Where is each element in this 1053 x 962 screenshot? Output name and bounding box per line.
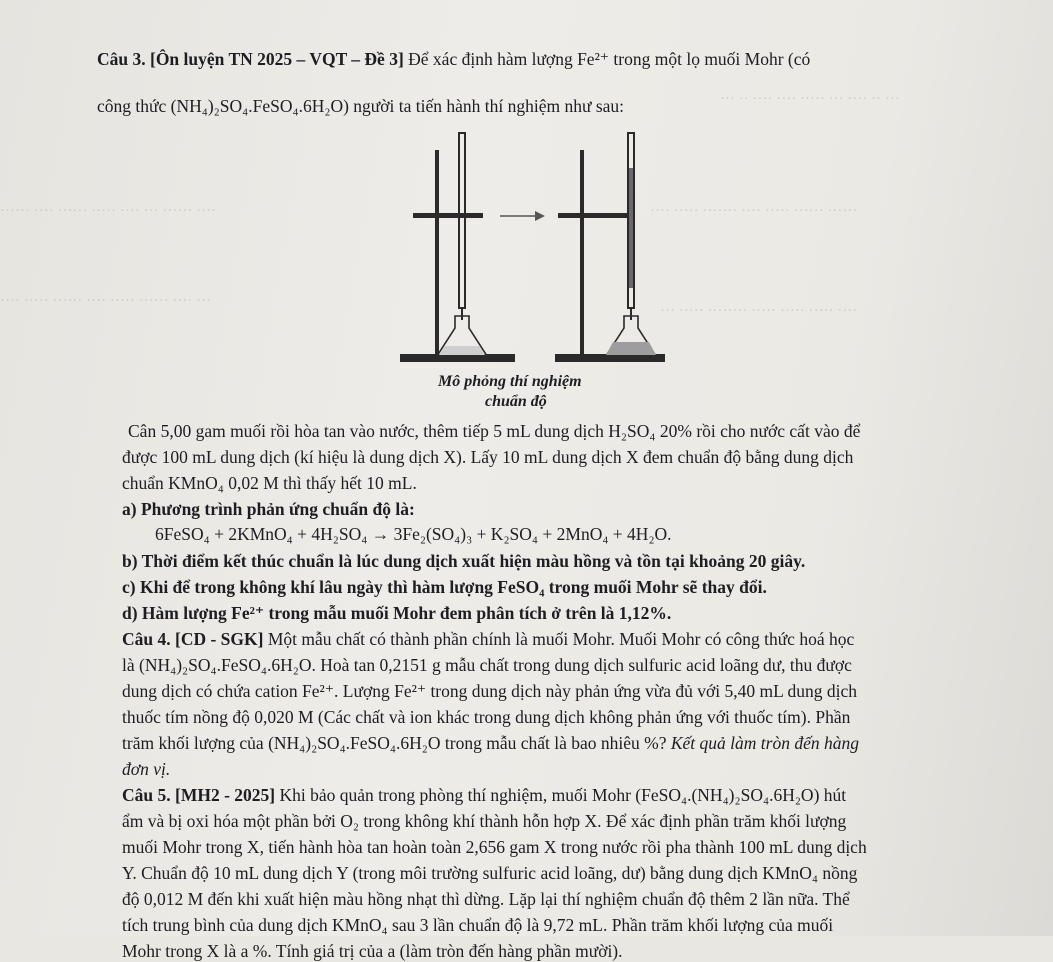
q4-intro: Một mẫu chất có thành phần chính là muối Mohr. Muối Mohr có công thức hoá học [267, 629, 855, 649]
q5-line-5: độ 0,012 M đến khi xuất hiện màu hồng nhạt thì dừng. Lặp lại thí nghiệm chuẩn độ thêm 2 lần nữa. Thể [122, 889, 850, 909]
q5-heading: Câu 5. [MH2 - 2025] [122, 785, 276, 805]
figure-caption-line-1: Mô phỏng thí nghiệm [438, 373, 582, 390]
q3-body-line-3: chuẩn KMnO₄ 0,02 M thì thấy hết 10 mL. [122, 473, 417, 493]
q3-statement-a: a) Phương trình phản ứng chuẩn độ là: [122, 499, 415, 519]
q4-rounding-note: Kết quả làm tròn đến hàng [670, 733, 859, 753]
show-through-text: ···· ····· ······· ···· ····· ······ ······ [650, 203, 858, 219]
q3-line-1 [97, 48, 810, 70]
q5-line-3: muối Mohr trong X, tiến hành hòa tan hoàn toàn 2,656 gam X trong nước rồi pha thành 100 mL dung dịch [122, 837, 867, 857]
q4-line-3: dung dịch có chứa cation Fe²⁺. Lượng Fe²⁺ trong dung dịch này phản ứng vừa đủ với 5,40 mL dung dịch [122, 681, 858, 701]
show-through-text: ··· ·· ···· ···· ····· ··· ···· ·· ··· [720, 91, 900, 107]
q4-line-4: thuốc tím nồng độ 0,020 M (Các chất và ion khác trong dung dịch không phản ứng với thuốc tím). Phần [122, 707, 851, 727]
q3-statement-c: c) Khi để trong không khí lâu ngày thì hàm lượng FeSO₄ trong muối Mohr sẽ thay đổi. [122, 577, 767, 597]
show-through-text: ··· ····· ········ ····· ····· ····· ···· [660, 303, 858, 319]
q3-statement-b: b) Thời điểm kết thúc chuẩn là lúc dung dịch xuất hiện màu hồng và tồn tại khoảng 20 giây. [122, 551, 806, 571]
q3-statement-d: d) Hàm lượng Fe²⁺ trong mẫu muối Mohr đem phân tích ở trên là 1,12%. [122, 603, 672, 623]
q3-heading: Câu 3. [Ôn luyện TN 2025 – VQT – Đề 3] [97, 49, 404, 69]
titration-setup-left [400, 133, 515, 362]
titration-setup-right [555, 133, 665, 362]
q4-line-1 [122, 628, 854, 650]
show-through-text: ···· ····· ······ ···· ····· ······ ···· ··· [0, 293, 212, 309]
q5-line-6: tích trung bình của dung dịch KMnO₄ sau 3 lần chuẩn độ là 9,72 mL. Phần trăm khối lượng của muối [122, 915, 834, 935]
q5-line-7: Mohr trong X là a %. Tính giá trị của a (làm tròn đến hàng phần mười). [122, 941, 623, 961]
q3-line-2: công thức (NH₄)₂SO₄.FeSO₄.6H₂O) người ta tiến hành thí nghiệm như sau: [97, 96, 625, 116]
titration-figure [395, 128, 665, 368]
q5-line-1 [122, 784, 846, 806]
q4-line-2: là (NH₄)₂SO₄.FeSO₄.6H₂O. Hoà tan 0,2151 g mẫu chất trong dung dịch sulfuric acid loãng dư, thu được [122, 655, 852, 675]
q5-line-4: Y. Chuẩn độ 10 mL dung dịch Y (trong môi trường sulfuric acid loãng, dư) bằng dung dịch KMnO₄ nồng [122, 863, 858, 883]
q4-heading: Câu 4. [CD - SGK] [122, 629, 264, 649]
q3-body-line-2: được 100 mL dung dịch (kí hiệu là dung dịch X). Lấy 10 mL dung dịch X đem chuẩn độ bằng dung dịch [122, 447, 854, 467]
show-through-text: ······ ···· ······ ····· ···· ··· ······ ···· [0, 203, 217, 219]
arrow-icon [500, 211, 545, 221]
q3-equation: 6FeSO₄ + 2KMnO₄ + 4H₂SO₄ → 3Fe₂(SO₄)₃ + K₂SO₄ + 2MnO₄ + 4H₂O. [155, 524, 672, 544]
figure-caption-line-2: chuẩn độ [485, 393, 547, 410]
q4-line-5 [122, 732, 859, 754]
q4-line-6: đơn vị. [122, 759, 171, 779]
q3-body-line-1: Cân 5,00 gam muối rồi hòa tan vào nước, thêm tiếp 5 mL dung dịch H₂SO₄ 20% rồi cho nước cất vào để [128, 421, 861, 441]
q4-question: trăm khối lượng của (NH₄)₂SO₄.FeSO₄.6H₂O trong mẫu chất là bao nhiêu %? [122, 733, 667, 753]
q3-intro: Để xác định hàm lượng Fe²⁺ trong một lọ muối Mohr (có [408, 49, 811, 69]
q5-line-2: ẩm và bị oxi hóa một phần bởi O₂ trong không khí thành hỗn hợp X. Để xác định phần trăm khối lượng [122, 811, 847, 831]
q5-intro: Khi bảo quản trong phòng thí nghiệm, muối Mohr (FeSO₄.(NH₄)₂SO₄.6H₂O) hút [279, 785, 847, 805]
